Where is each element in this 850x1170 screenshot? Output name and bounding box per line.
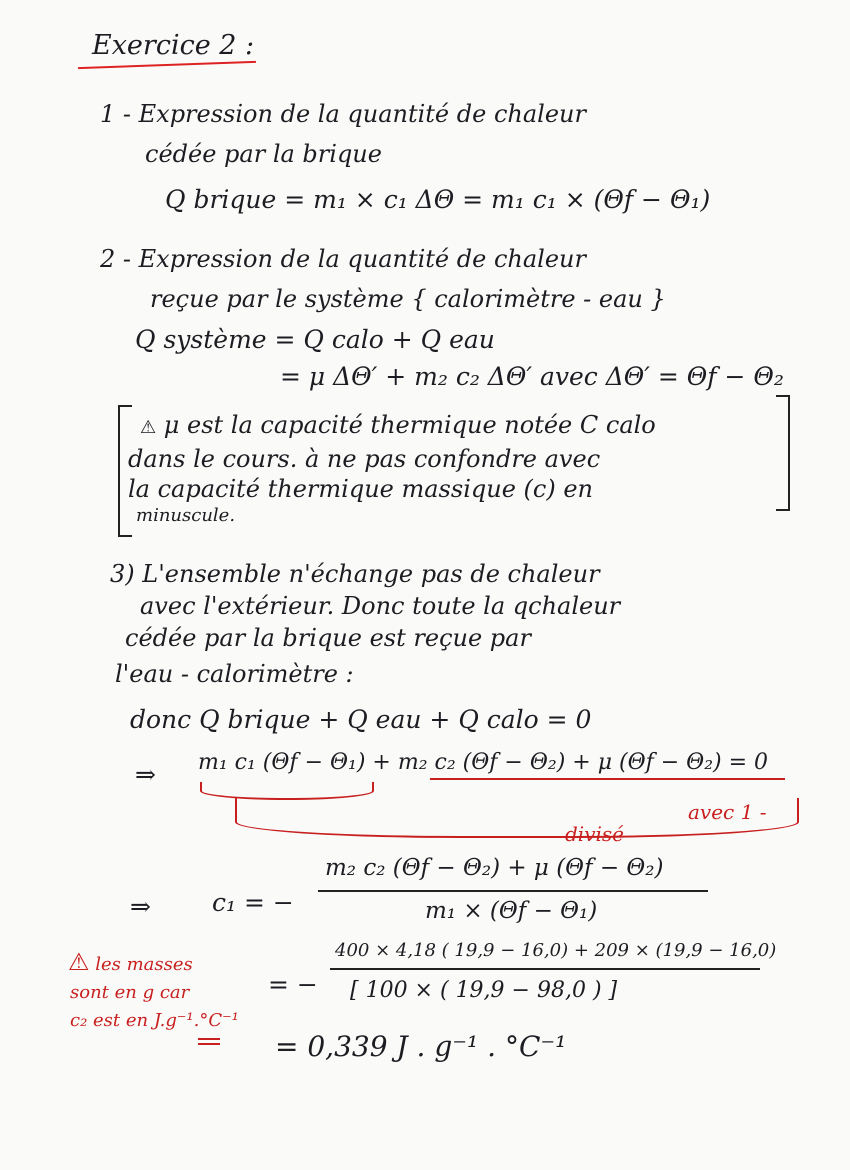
q3-line2: avec l'extérieur. Donc toute la qchaleur xyxy=(140,592,621,620)
numeric-denominator: [ 100 × ( 19,9 − 98,0 ) ] xyxy=(350,978,618,1003)
side-note-line3: c₂ est en J.g⁻¹.°C⁻¹ xyxy=(70,1010,239,1031)
note-line2: dans le cours. à ne pas confondre avec xyxy=(128,445,601,473)
q3-expanded-equation: m₁ c₁ (Θf − Θ₁) + m₂ c₂ (Θf − Θ₂) + μ (Θf − Θ₂) = 0 xyxy=(198,750,769,775)
red-underline-right xyxy=(430,778,785,780)
q1-line1: 1 - Expression de la quantité de chaleur xyxy=(100,100,586,128)
numeric-numerator: 400 × 4,18 ( 19,9 − 16,0) + 209 × (19,9 − 16,0) xyxy=(335,940,777,961)
title-underline xyxy=(78,61,256,69)
q3-line3: cédée par la brique est reçue par xyxy=(125,624,531,652)
implies-arrow-2: ⇒ xyxy=(130,892,151,921)
red-double-underline-1 xyxy=(198,1038,220,1040)
c1-denominator: m₁ × (Θf − Θ₁) xyxy=(425,898,598,924)
q2-line1: 2 - Expression de la quantité de chaleur xyxy=(100,245,586,273)
note-right-bracket xyxy=(776,395,790,511)
q2-equation-1: Q système = Q calo + Q eau xyxy=(135,325,495,354)
side-note-line2: sont en g car xyxy=(70,982,190,1003)
note-line4: minuscule. xyxy=(136,505,236,526)
q2-line2: reçue par le système { calorimètre - eau } xyxy=(150,285,666,313)
annotation-avec: avec 1 - xyxy=(688,800,767,824)
implies-arrow-1: ⇒ xyxy=(135,760,156,789)
q2-equation-2: = μ ΔΘ′ + m₂ c₂ ΔΘ′ avec ΔΘ′ = Θf − Θ₂ xyxy=(280,362,784,391)
side-note-line1 xyxy=(68,948,193,976)
note-line1 xyxy=(140,411,656,439)
red-arrow-curve xyxy=(235,798,799,838)
q1-line2: cédée par la brique xyxy=(145,140,382,168)
red-double-underline-2 xyxy=(198,1043,220,1045)
note-line3: la capacité thermique massique (c) en xyxy=(128,475,593,503)
warning-icon: ⚠ xyxy=(140,417,157,438)
note-box xyxy=(118,395,790,535)
note-line1-text: μ est la capacité thermique notée C calo xyxy=(163,411,656,439)
q1-equation: Q brique = m₁ × c₁ ΔΘ = m₁ c₁ × (Θf − Θ₁) xyxy=(165,185,711,214)
q3-sum-equation: donc Q brique + Q eau + Q calo = 0 xyxy=(130,705,592,734)
q3-line4: l'eau - calorimètre : xyxy=(115,660,354,688)
result-value: = 0,339 J . g⁻¹ . °C⁻¹ xyxy=(275,1030,567,1063)
side-note-line1-text: les masses xyxy=(95,954,193,975)
q3-line1: 3) L'ensemble n'échange pas de chaleur xyxy=(110,560,600,588)
annotation-divise: divisé xyxy=(565,822,624,846)
c1-lhs: c₁ = − xyxy=(212,888,294,917)
c1-numerator: m₂ c₂ (Θf − Θ₂) + μ (Θf − Θ₂) xyxy=(325,855,664,881)
numeric-equals: = − xyxy=(268,970,318,999)
c1-fraction-bar xyxy=(318,890,708,892)
side-warning-icon: ⚠ xyxy=(68,948,90,976)
numeric-fraction-bar xyxy=(330,968,760,970)
page-title: Exercice 2 : xyxy=(92,30,255,61)
